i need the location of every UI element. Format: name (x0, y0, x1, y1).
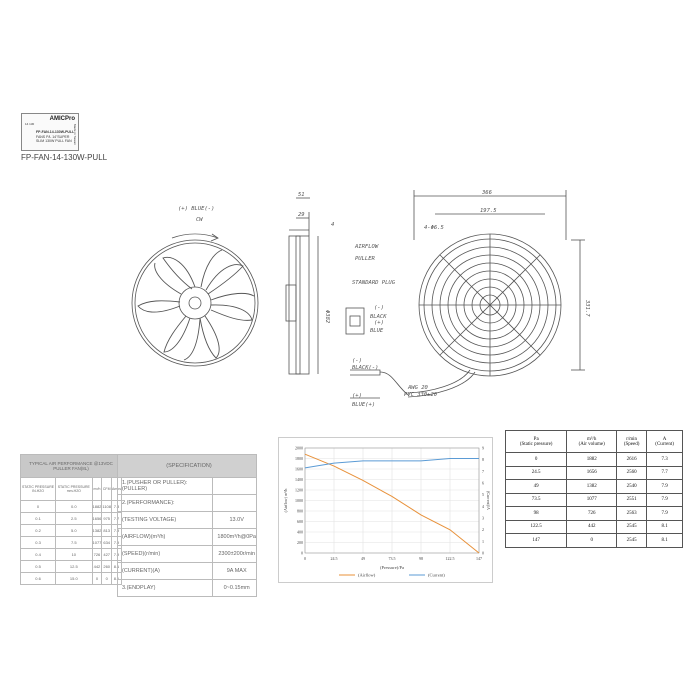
performance-table (20, 454, 122, 585)
y-left-tick-label: 1600 (295, 466, 303, 472)
spec-row (118, 529, 257, 546)
table-cell: 5.0 (56, 525, 92, 537)
x-tick-label: 0 (304, 556, 306, 561)
wire-neg-label: (-) (352, 358, 362, 364)
performance-table-header (21, 478, 122, 501)
header-bottom: (Static pressure) (519, 441, 553, 447)
chart-svg (279, 438, 492, 582)
legend-label: (Airflow) (358, 572, 376, 578)
table-cell: 98 (506, 507, 567, 521)
x-axis-label: (Pressure)/Pa (380, 565, 404, 570)
table-cell: 2545 (617, 534, 647, 548)
blue-label: BLUE (370, 328, 384, 334)
label-line-1: FP-FAN-14-130W-PULL (36, 130, 75, 134)
table-cell: 7.9 (112, 537, 122, 549)
y-left-tick-label: 1800 (295, 456, 303, 461)
fan-side-view (286, 198, 318, 374)
y-left-tick-label: 400 (297, 529, 303, 535)
spec-value (213, 478, 257, 495)
spec-row (118, 495, 257, 512)
spec-value: 0~0.15mm (213, 580, 257, 597)
spec-label: (CURRENT)(A) (118, 563, 213, 580)
table-cell: 1382 (567, 480, 617, 494)
table-cell: 147 (506, 534, 567, 548)
table-row (506, 466, 683, 480)
spec-title: (SPECIFICATION) (118, 455, 257, 478)
table-cell: 1077 (92, 537, 102, 549)
table-cell: 7.7 (112, 513, 122, 525)
spec-row (118, 546, 257, 563)
header-bottom: (Air volume) (578, 441, 605, 447)
table-cell: 7.7 (647, 466, 683, 480)
table-cell: 634 (102, 537, 112, 549)
test-point-table (505, 430, 683, 548)
table-cell: 2616 (617, 453, 647, 467)
y-right-tick-label: 0 (482, 550, 484, 556)
label-line-2: FANS P/L 14"SUPER (36, 134, 70, 139)
header-top: Pa (533, 436, 539, 442)
table-cell: 49 (506, 480, 567, 494)
spec-row (118, 580, 257, 597)
table-cell: 0 (567, 534, 617, 548)
y-right-axis-label: (Current)/A (486, 491, 491, 510)
table-cell: 0 (92, 573, 102, 585)
table-cell: 0.2 (21, 525, 56, 537)
table-cell: 7.9 (647, 507, 683, 521)
spec-row (118, 512, 257, 529)
table-row (21, 513, 122, 525)
y-left-tick-label: 2000 (295, 445, 303, 451)
x-tick-label: 122.5 (445, 556, 455, 561)
spec-value: 9A MAX (213, 563, 257, 580)
rotation-dir: CW (196, 217, 203, 223)
table-cell: 0.1 (21, 513, 56, 525)
pos-label: (+) (374, 320, 384, 326)
table-cell: 122.5 (506, 520, 567, 534)
header-bottom: (Current) (655, 441, 674, 447)
table-cell: 0 (506, 453, 567, 467)
neg-label: (-) (374, 305, 384, 311)
spec-label: 3.(ENDPLAY) (118, 580, 213, 597)
y-right-tick-label: 6 (482, 480, 484, 486)
model-title: FP-FAN-14-130W-PULL (21, 153, 108, 162)
header-top: A (662, 436, 667, 442)
table-cell: 975 (102, 513, 112, 525)
point-table-header (647, 431, 683, 453)
table-cell: 7.9 (112, 525, 122, 537)
y-left-tick-label: 200 (297, 540, 303, 545)
legend-label: (Current) (428, 572, 445, 578)
wire-gauge-label: AWG 20 (408, 385, 428, 391)
table-cell: 8.1 (112, 561, 122, 573)
spec-value (213, 495, 257, 512)
table-cell: 7.9 (112, 549, 122, 561)
spec-row (118, 478, 257, 495)
table-cell: 0.3 (21, 537, 56, 549)
table-row (21, 537, 122, 549)
point-table-header (506, 431, 567, 453)
y-left-tick-label: 1000 (295, 498, 303, 503)
y-right-tick-label: 7 (482, 468, 484, 474)
table-cell: 1882 (92, 501, 102, 513)
rotation-label: (+) BLUE(-) (178, 206, 215, 212)
y-right-tick-label: 3 (482, 515, 484, 521)
table-cell: 726 (92, 549, 102, 561)
dim-29: 29 (298, 212, 305, 218)
header-cell: CFM (102, 478, 112, 501)
puller-label: PULLER (355, 256, 375, 262)
performance-chart (278, 437, 493, 583)
dim-382: Φ382 (324, 310, 330, 324)
table-cell: 0.5 (21, 561, 56, 573)
table-row (506, 520, 683, 534)
dim-366: 366 (482, 190, 492, 196)
label-text (36, 130, 74, 144)
table-cell: 442 (92, 561, 102, 573)
table-row (506, 453, 683, 467)
table-cell: 1077 (567, 493, 617, 507)
table-cell: 0.6 (21, 573, 56, 585)
y-left-axis-label: (Airflow) m³/h (283, 488, 288, 513)
fan-rear-view (408, 190, 585, 397)
label-line-3: SLIM 130W PULL FAN (36, 139, 72, 143)
hole-label: 4-Φ6.5 (424, 225, 444, 231)
x-tick-label: 98 (419, 556, 423, 561)
table-cell: 2560 (617, 466, 647, 480)
table-cell: 1882 (567, 453, 617, 467)
table-cell: 0 (21, 501, 56, 513)
x-tick-label: 24.5 (330, 556, 338, 561)
table-row (21, 561, 122, 573)
table-cell: 1656 (567, 466, 617, 480)
y-left-tick-label: 0 (301, 550, 303, 556)
table-cell: 7.9 (647, 493, 683, 507)
header-bottom: (Speed) (623, 441, 640, 447)
table-cell: 2.5 (56, 513, 92, 525)
table-cell: 427 (102, 549, 112, 561)
spec-label: (SPEED)(r/min) (118, 546, 213, 563)
label-mark: 14 130 (25, 122, 35, 126)
point-table-header (617, 431, 647, 453)
table-cell: 0.4 (21, 549, 56, 561)
table-cell: 24.5 (506, 466, 567, 480)
table-cell: 2551 (617, 493, 647, 507)
table-cell: 1108 (102, 501, 112, 513)
dim-331-7: 331.7 (584, 300, 590, 317)
product-label (21, 113, 79, 151)
point-table-header (567, 431, 617, 453)
x-tick-label: 147 (476, 556, 482, 561)
table-cell: 2540 (617, 480, 647, 494)
table-cell: 12.5 (56, 561, 92, 573)
table-cell: 7.5 (56, 537, 92, 549)
spec-label: (AIRFLOW)(m³/h) (118, 529, 213, 546)
x-tick-label: 73.5 (388, 556, 396, 561)
black-label: BLACK (370, 314, 387, 320)
table-row (21, 525, 122, 537)
table-cell: 0 (102, 573, 112, 585)
spec-value: 13.0V (213, 512, 257, 529)
label-side-text: Made in Taiwan (73, 124, 77, 145)
table-row (506, 480, 683, 494)
specification-table (117, 454, 257, 597)
table-row (506, 534, 683, 548)
table-cell: 726 (567, 507, 617, 521)
wire-spec-label: PVC 330±20 (404, 392, 438, 398)
spec-value: 2300±200r/min (213, 546, 257, 563)
y-left-tick-label: 800 (297, 508, 303, 514)
wire-pos-label: (+) (352, 393, 362, 399)
table-cell: 0.0 (56, 501, 92, 513)
wire-blue-label: BLUE(+) (352, 402, 376, 408)
header-cell: STATIC PRESSURE IN-H2O (21, 478, 56, 501)
spec-label: (TESTING VOLTAGE) (118, 512, 213, 529)
table-cell: 8.1 (647, 534, 683, 548)
y-right-tick-label: 9 (482, 445, 484, 451)
dim-4: 4 (331, 222, 335, 228)
table-row (21, 501, 122, 513)
dim-197-5: 197.5 (480, 208, 497, 214)
table-cell: 442 (567, 520, 617, 534)
table-cell: 15.0 (56, 573, 92, 585)
y-right-tick-label: 4 (482, 503, 484, 509)
table-row (506, 507, 683, 521)
brand-logo: AMICPro (49, 116, 75, 122)
dim-51: 51 (298, 192, 305, 198)
header-top: m³/h (587, 436, 597, 442)
table-row (506, 493, 683, 507)
table-cell: 2563 (617, 507, 647, 521)
y-left-tick-label: 600 (297, 519, 303, 524)
wire-black-label: BLACK(-) (352, 365, 379, 371)
table-cell: 73.5 (506, 493, 567, 507)
table-cell: 7.3 (112, 501, 122, 513)
spec-label: 1.(PUSHER OR PULLER): (PULLER) (118, 478, 213, 495)
airflow-label: AIRFLOW (355, 244, 379, 250)
y-right-tick-label: 5 (482, 492, 484, 498)
technical-drawing (0, 180, 700, 420)
spec-value: 1800m³/h@0Pa (213, 529, 257, 546)
y-left-tick-label: 1200 (295, 487, 303, 493)
standard-plug-label: STANDARD PLUG (352, 280, 396, 286)
y-left-tick-label: 1400 (295, 477, 303, 482)
table-cell: 260 (102, 561, 112, 573)
table-cell: 8.1 (647, 520, 683, 534)
table-row (21, 573, 122, 585)
table-cell: 813 (102, 525, 112, 537)
table-cell: 7.9 (647, 480, 683, 494)
y-right-tick-label: 2 (482, 527, 484, 533)
y-right-tick-label: 8 (482, 457, 484, 463)
table-cell: 7.3 (647, 453, 683, 467)
table-cell: 10 (56, 549, 92, 561)
y-right-tick-label: 1 (482, 538, 484, 544)
table-cell: 2545 (617, 520, 647, 534)
performance-table-title: TYPICAL AIR PERFORMANCE @13VDC PULLER FAN(8L) (21, 455, 122, 478)
spec-row (118, 563, 257, 580)
table-row (21, 549, 122, 561)
table-cell: 1656 (92, 513, 102, 525)
table-cell: 1382 (92, 525, 102, 537)
header-top: r/min (626, 436, 638, 442)
header-cell: STATIC PRESSURE mm-H2O (56, 478, 92, 501)
fan-front-view (132, 234, 258, 366)
header-cell: Amps (112, 478, 122, 501)
x-tick-label: 49 (361, 556, 365, 561)
table-cell: 8.1 (112, 573, 122, 585)
header-cell: m³/h (92, 478, 102, 501)
spec-label: 2.(PERFORMANCE): (118, 495, 213, 512)
